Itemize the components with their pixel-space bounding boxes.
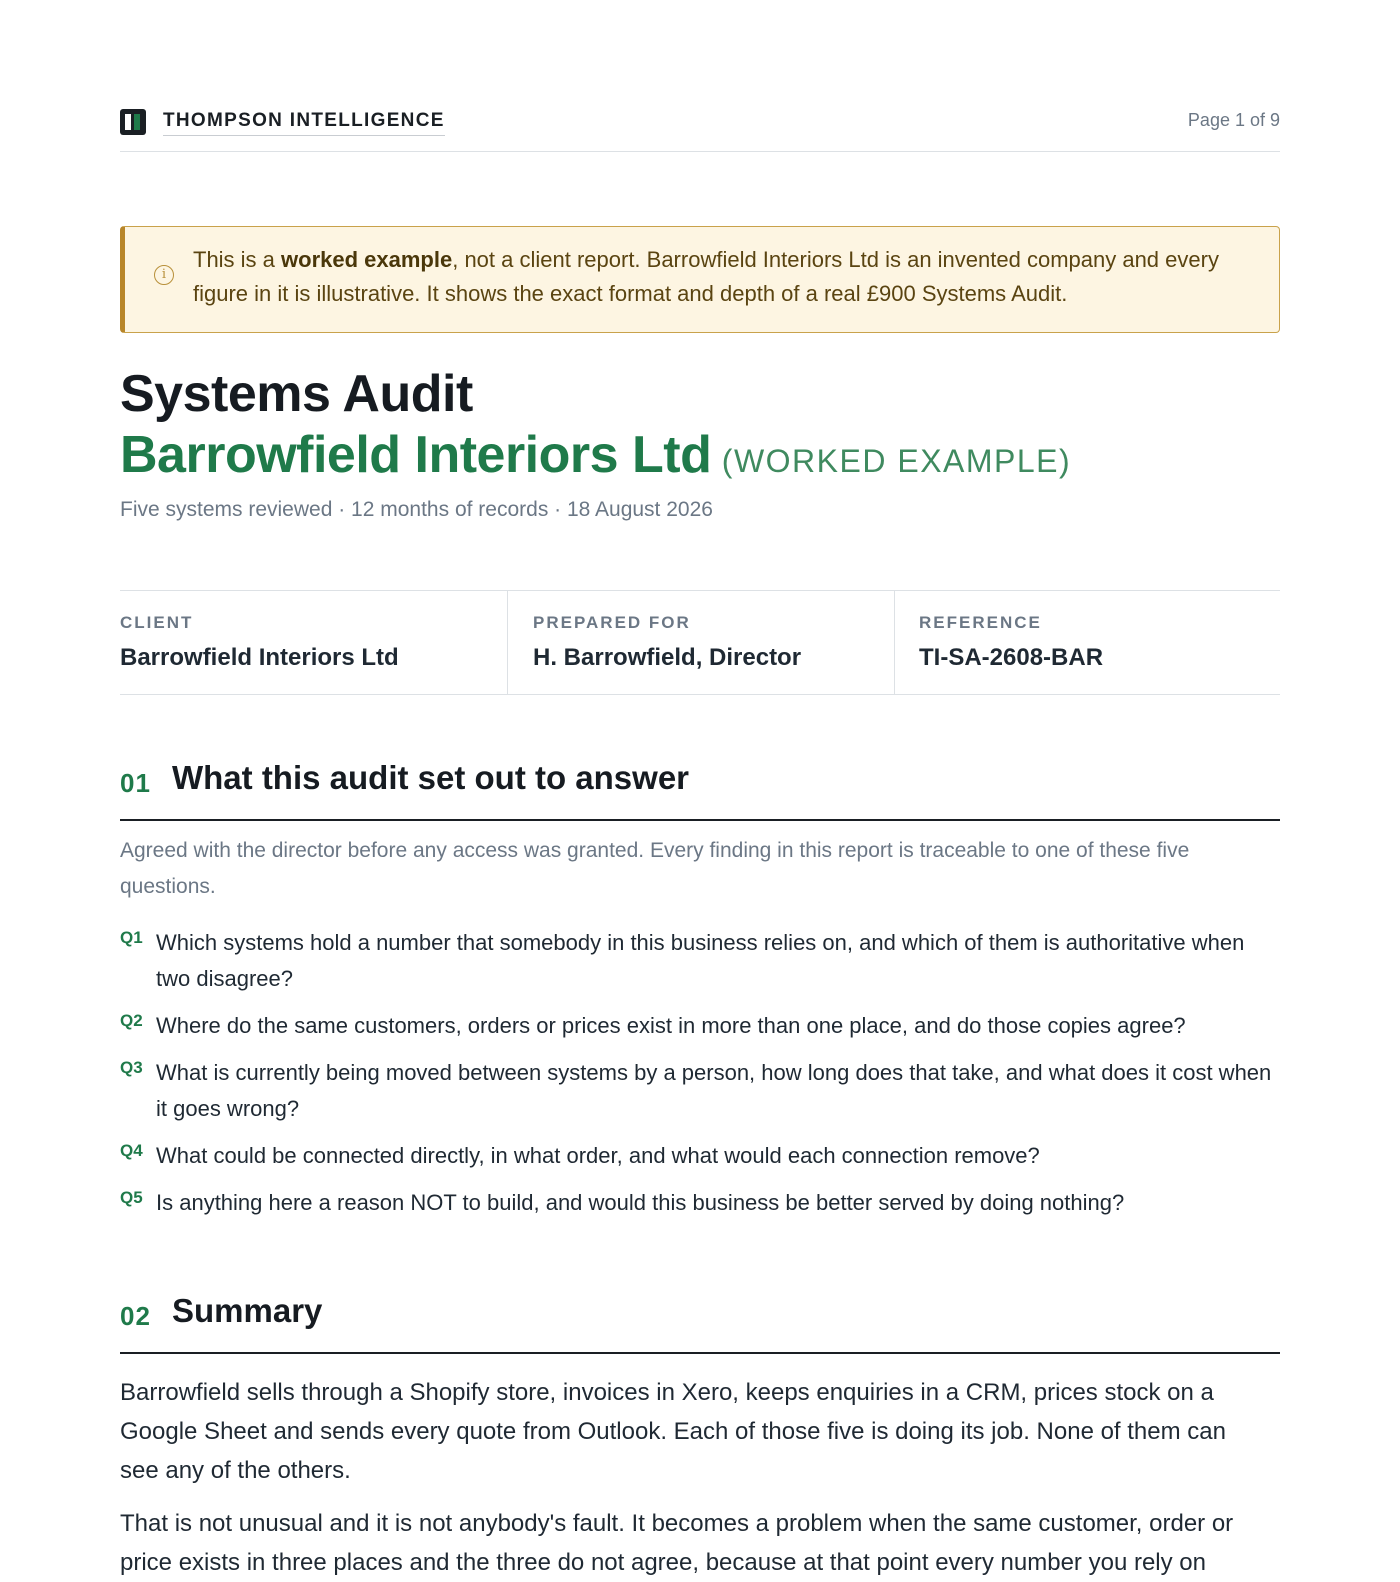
page-indicator: Page 1 of 9	[1187, 110, 1280, 130]
brand-logo-icon	[120, 109, 146, 135]
question-id: Q2	[120, 1011, 143, 1030]
question-text: What could be connected directly, in what order, and what would each connection remove?	[156, 1143, 1040, 1168]
company-name: Barrowfield Interiors Ltd	[120, 426, 712, 484]
summary-paragraph: That is not unusual and it is not anybody's fault. It becomes a problem when the same customer, order or price exists in three places and the three do not agree, because at that point every number you rely on	[120, 1510, 1234, 1576]
notice-text-bold: worked example	[281, 247, 453, 272]
info-icon: i	[154, 265, 174, 285]
section-heading-01	[120, 755, 1280, 821]
question-id: Q5	[120, 1188, 143, 1207]
info-label: CLIENT	[120, 613, 194, 632]
info-reference	[894, 591, 1280, 694]
report-meta: Five systems reviewed · 12 months of records · 18 August 2026	[120, 498, 713, 521]
section-number: 02	[120, 1301, 151, 1331]
notice-text-rest: , not a client report. Barrowfield Interiors Ltd is an invented company and every figure in it is illustrative. It shows the exact format and depth of a real £900 Systems Audit.	[193, 247, 1219, 306]
page-header	[120, 104, 1280, 152]
notice-text-lead: This is a	[193, 247, 282, 272]
question-text: What is currently being moved between systems by a person, how long does that take, and what does it cost when it goes wrong?	[156, 1060, 1272, 1121]
question-id: Q1	[120, 928, 143, 947]
question-id: Q3	[120, 1058, 143, 1077]
info-value: H. Barrowfield, Director	[533, 644, 802, 671]
report-info-table	[120, 590, 1280, 695]
info-value: TI-SA-2608-BAR	[919, 644, 1104, 671]
question-id: Q4	[120, 1141, 143, 1160]
worked-example-tag: (WORKED EXAMPLE)	[721, 443, 1072, 479]
section-title: Summary	[172, 1292, 323, 1329]
notice-text	[193, 243, 1263, 311]
question-text: Which systems hold a number that somebody in this business relies on, and which of them is authoritative when two disagree?	[156, 930, 1245, 991]
section-intro: Agreed with the director before any access was granted. Every finding in this report is traceable to one of these five questions.	[120, 839, 1190, 898]
info-value: Barrowfield Interiors Ltd	[120, 644, 399, 671]
section-title: What this audit set out to answer	[172, 759, 690, 796]
question-text: Where do the same customers, orders or prices exist in more than one place, and do those copies agree?	[156, 1013, 1186, 1038]
worked-example-notice	[120, 226, 1280, 333]
info-label: REFERENCE	[919, 613, 1042, 632]
question-text: Is anything here a reason NOT to build, and would this business be better served by doing nothing?	[156, 1190, 1125, 1215]
page-title: Systems Audit	[120, 365, 473, 423]
brand-name: THOMPSON INTELLIGENCE	[163, 110, 445, 136]
company-line	[120, 425, 1071, 485]
summary-paragraph: Barrowfield sells through a Shopify store, invoices in Xero, keeps enquiries in a CRM, prices stock on a Google Sheet and sends every quote from Outlook. Each of those five is doing its job. None of them can see any of the others.	[120, 1379, 1226, 1484]
section-heading-02	[120, 1288, 1280, 1354]
info-client	[120, 591, 508, 694]
info-prepared-for	[507, 591, 895, 694]
info-label: PREPARED FOR	[533, 613, 691, 632]
section-number: 01	[120, 768, 151, 798]
